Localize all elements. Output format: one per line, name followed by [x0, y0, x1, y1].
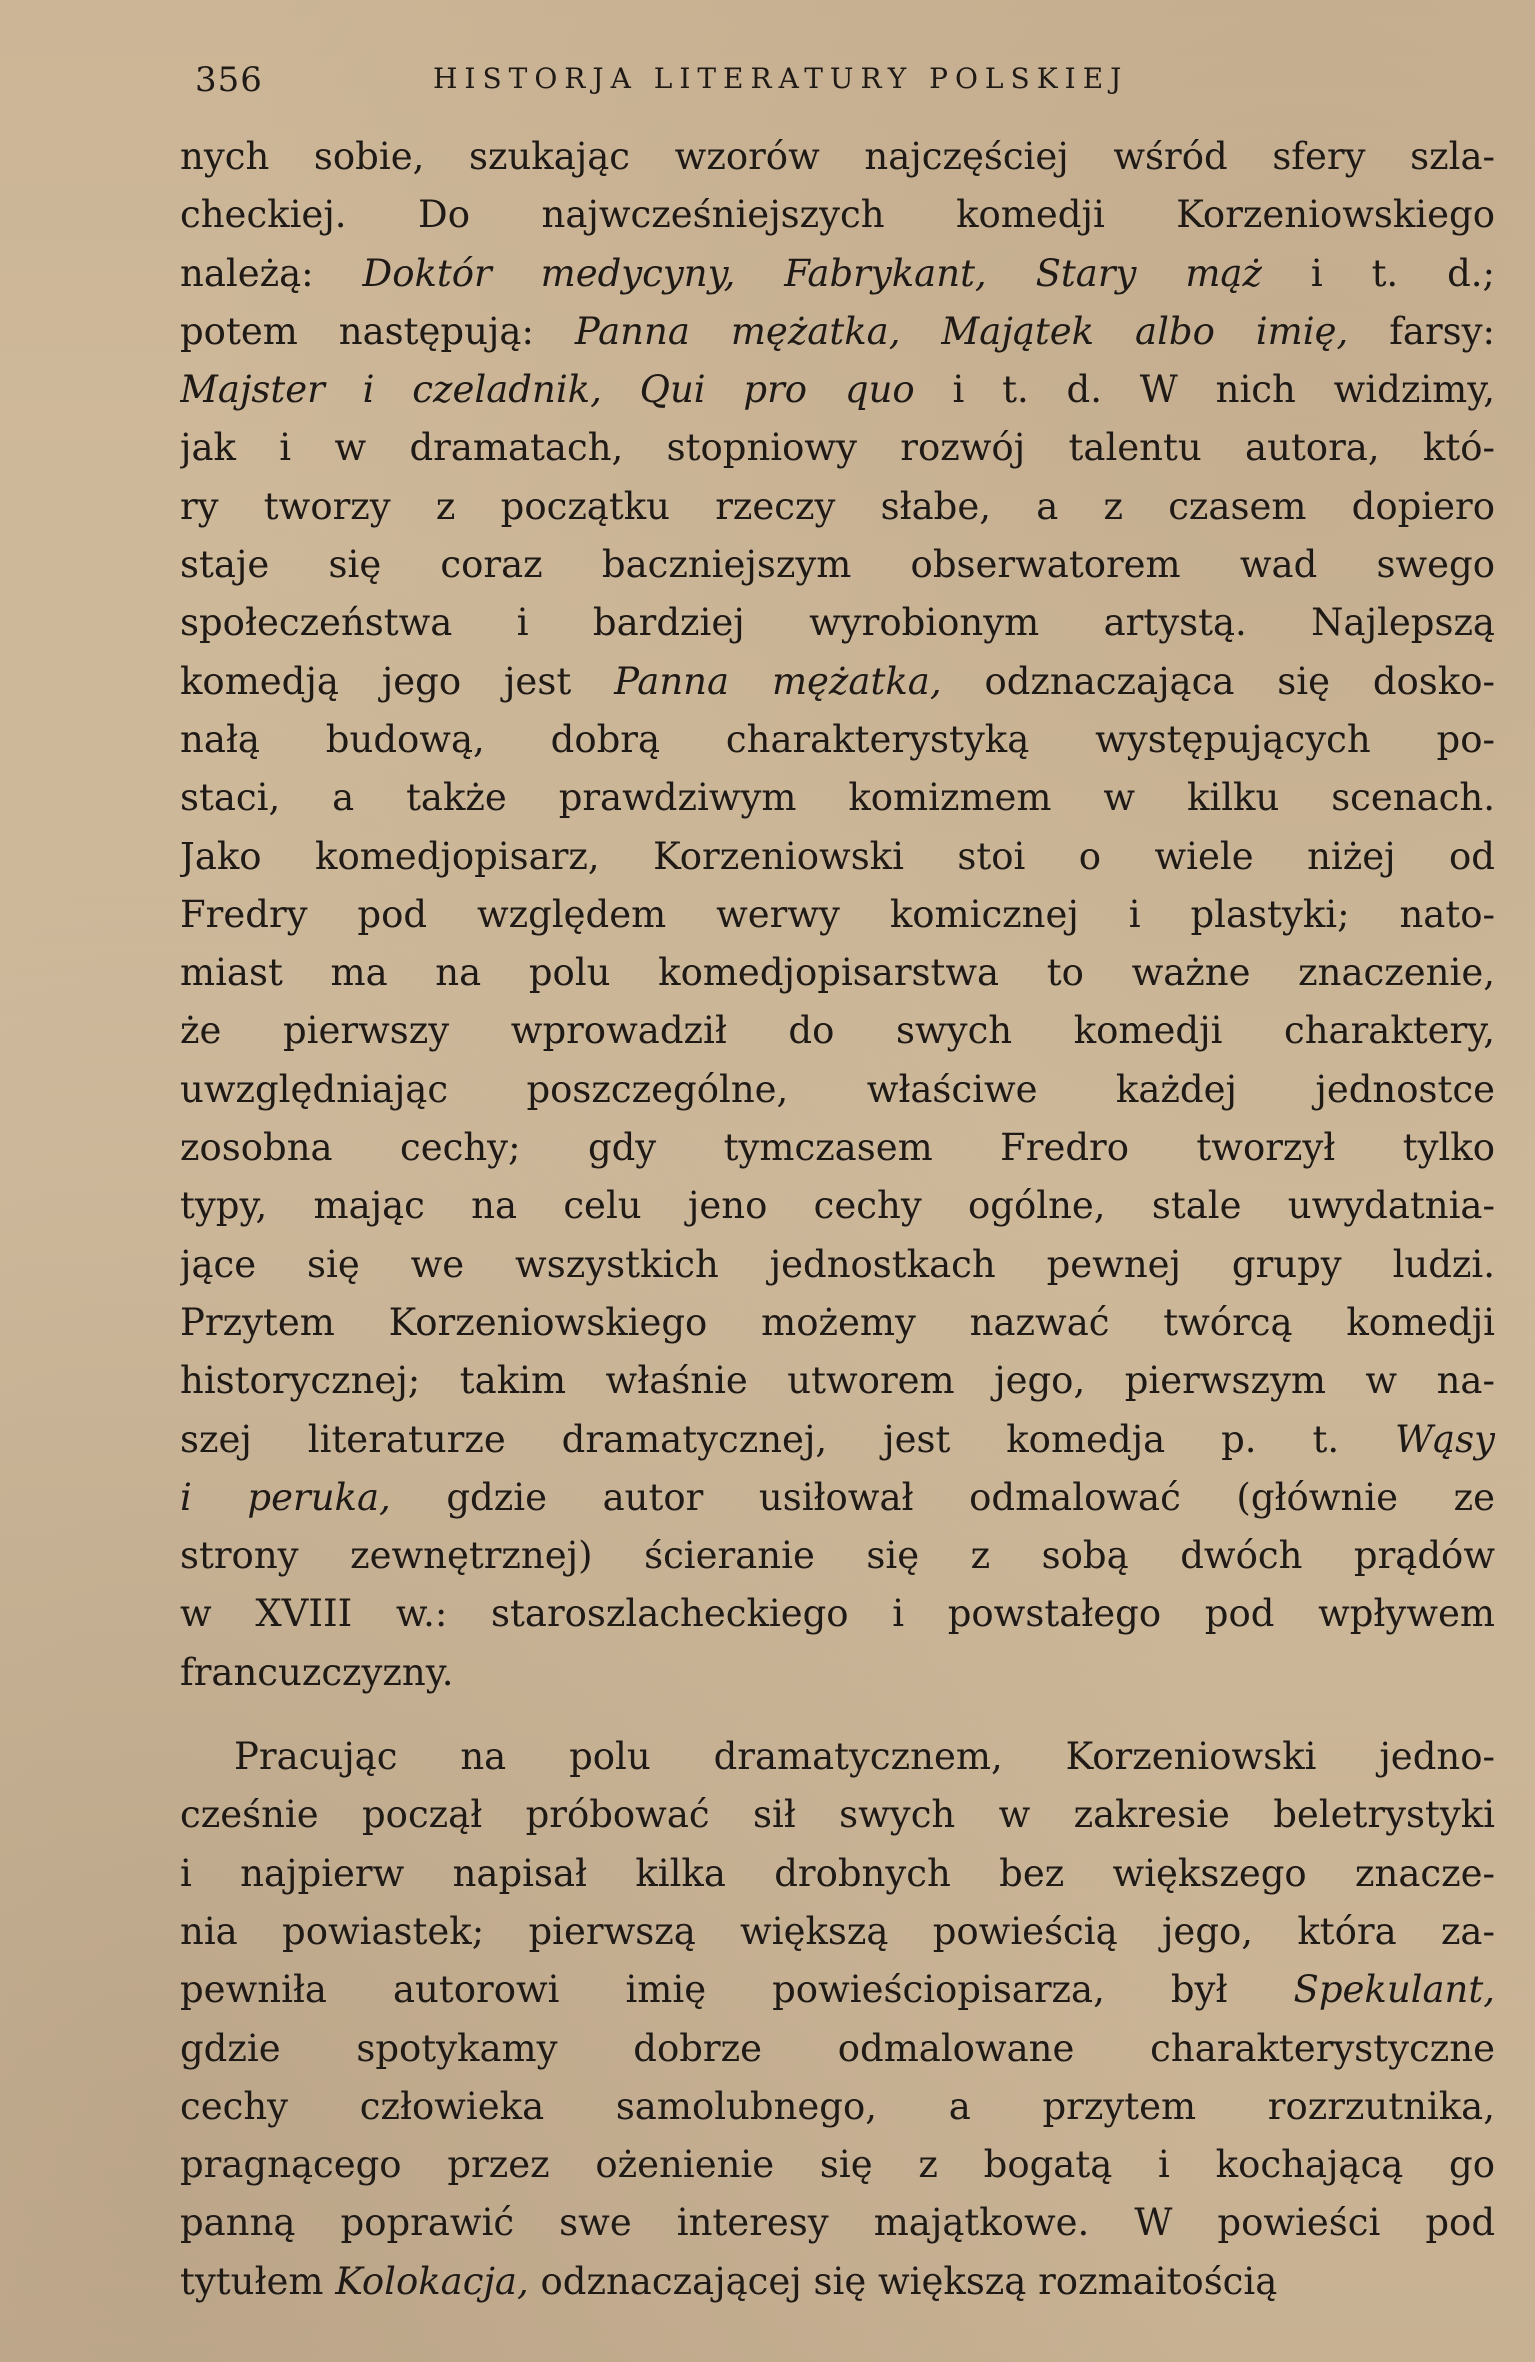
text-run: francuzczyzny. — [180, 1650, 454, 1694]
text-run: pewniła autorowi imię powieściopisarza, był — [180, 1968, 1294, 2012]
text-run: w XVIII w.: staroszlacheckiego i powstałego pod wpływem — [180, 1592, 1495, 1636]
text-line — [180, 2078, 1495, 2136]
paragraph — [180, 128, 1495, 1702]
text-run: strony zewnętrznej) ścieranie się z sobą dwóch prądów — [180, 1534, 1495, 1578]
text-line — [180, 1527, 1495, 1585]
text-run: Przytem Korzeniowskiego możemy nazwać twórcą komedji — [180, 1300, 1495, 1344]
page-header — [195, 60, 1345, 120]
italic-title: Wąsy — [1395, 1417, 1495, 1461]
text-line — [180, 1352, 1495, 1410]
italic-title: Majster i czeladnik, Qui pro quo — [180, 368, 915, 412]
text-run: i najpierw napisał kilka drobnych bez większego znacze- — [180, 1851, 1495, 1895]
italic-title: Spekulant, — [1293, 1968, 1495, 2012]
text-line — [180, 2020, 1495, 2078]
text-run: jące się we wszystkich jednostkach pewnej grupy ludzi. — [180, 1242, 1495, 1286]
text-line — [180, 1002, 1495, 1060]
text-line — [180, 245, 1495, 303]
text-run: jak i w dramatach, stopniowy rozwój talentu autora, któ- — [180, 426, 1495, 470]
text-line — [180, 1119, 1495, 1177]
text-run: że pierwszy wprowadził do swych komedji charaktery, — [180, 1009, 1495, 1053]
italic-title: Panna mężatka, Majątek albo imię, — [574, 309, 1349, 353]
text-run: farsy: — [1348, 309, 1495, 353]
text-line — [180, 1469, 1495, 1527]
text-run: odznaczająca się dosko- — [941, 659, 1495, 703]
text-run: miast ma na polu komedjopisarstwa to ważne znaczenie, — [180, 951, 1495, 995]
text-line — [180, 536, 1495, 594]
text-run: potem następują: — [180, 309, 575, 353]
text-line — [180, 1585, 1495, 1643]
text-line — [180, 2136, 1495, 2194]
text-line — [180, 303, 1495, 361]
text-line — [180, 1845, 1495, 1903]
text-run: nych sobie, szukając wzorów najczęściej wśród sfery szla- — [180, 135, 1495, 178]
text-line — [180, 419, 1495, 477]
italic-title: i peruka, — [180, 1475, 391, 1519]
text-run: Jako komedjopisarz, Korzeniowski stoi o wiele niżej od — [180, 834, 1495, 878]
text-run: cześnie począł próbować sił swych w zakresie beletrystyki — [180, 1793, 1495, 1837]
text-line — [180, 1903, 1495, 1961]
text-line — [180, 1786, 1495, 1844]
text-line — [180, 361, 1495, 419]
text-line — [180, 769, 1495, 827]
text-line — [180, 594, 1495, 652]
text-run: pragnącego przez ożenienie się z bogatą i kochającą go — [180, 2143, 1495, 2187]
text-line — [180, 478, 1495, 536]
text-line — [180, 1411, 1495, 1469]
text-run: szej literaturze dramatycznej, jest komedja p. t. — [180, 1417, 1396, 1461]
text-line — [180, 1644, 1495, 1702]
body-text — [180, 128, 1495, 2311]
text-run: staci, a także prawdziwym komizmem w kilku scenach. — [180, 776, 1495, 820]
text-line — [180, 2253, 1495, 2311]
text-run: tytułem — [180, 2259, 336, 2303]
text-line — [180, 1294, 1495, 1352]
text-run: nałą budową, dobrą charakterystyką występujących po- — [180, 717, 1495, 761]
text-run: odznaczającej się większą rozmaitością — [528, 2259, 1278, 2303]
text-run: uwzględniając poszczególne, właściwe każdej jednostce — [180, 1067, 1495, 1111]
text-run: panną poprawić swe interesy majątkowe. W powieści pod — [180, 2201, 1495, 2245]
text-run: gdzie autor usiłował odmalować (głównie ze — [390, 1475, 1495, 1519]
text-run: należą: — [180, 251, 363, 295]
running-title: HISTORJA LITERATURY POLSKIEJ — [433, 62, 1129, 95]
text-line — [180, 828, 1495, 886]
italic-title: Kolokacja, — [335, 2259, 529, 2303]
text-line — [180, 128, 1495, 186]
text-run: zosobna cechy; gdy tymczasem Fredro tworzył tylko — [180, 1126, 1495, 1170]
text-run: Pracując na polu dramatycznem, Korzeniowski jedno- — [234, 1735, 1495, 1779]
text-run: historycznej; takim właśnie utworem jego, pierwszym w na- — [180, 1359, 1495, 1403]
text-line — [180, 944, 1495, 1002]
text-line — [180, 1177, 1495, 1235]
page-number: 356 — [195, 60, 263, 100]
text-run: Fredry pod względem werwy komicznej i plastyki; nato- — [180, 892, 1495, 936]
text-run: cechy człowieka samolubnego, a przytem rozrzutnika, — [180, 2084, 1495, 2128]
text-run: typy, mając na celu jeno cechy ogólne, stale uwydatnia- — [180, 1184, 1495, 1228]
text-run: staje się coraz baczniejszym obserwatorem wad swego — [180, 543, 1495, 587]
text-run: i t. d.; — [1261, 251, 1495, 295]
text-run: społeczeństwa i bardziej wyrobionym artystą. Najlepszą — [180, 601, 1495, 645]
text-run: checkiej. Do najwcześniejszych komedji Korzeniowskiego — [180, 193, 1495, 237]
paragraph — [180, 1728, 1495, 2311]
text-line — [180, 711, 1495, 769]
text-line — [180, 1728, 1495, 1786]
text-line — [180, 1961, 1495, 2019]
text-run: i t. d. W nich widzimy, — [914, 368, 1495, 412]
text-line — [180, 2194, 1495, 2252]
text-run: komedją jego jest — [180, 659, 615, 703]
text-line — [180, 653, 1495, 711]
text-run: ry tworzy z początku rzeczy słabe, a z czasem dopiero — [180, 484, 1495, 528]
text-line — [180, 186, 1495, 244]
text-run: gdzie spotykamy dobrze odmalowane charakterystyczne — [180, 2026, 1495, 2070]
italic-title: Panna mężatka, — [614, 659, 942, 703]
text-line — [180, 1236, 1495, 1294]
text-run: nia powiastek; pierwszą większą powieścią jego, która za- — [180, 1909, 1495, 1953]
text-line — [180, 886, 1495, 944]
paragraph-gap — [180, 1702, 1495, 1728]
italic-title: Doktór medycyny, Fabrykant, Stary mąż — [362, 251, 1262, 295]
text-line — [180, 1061, 1495, 1119]
